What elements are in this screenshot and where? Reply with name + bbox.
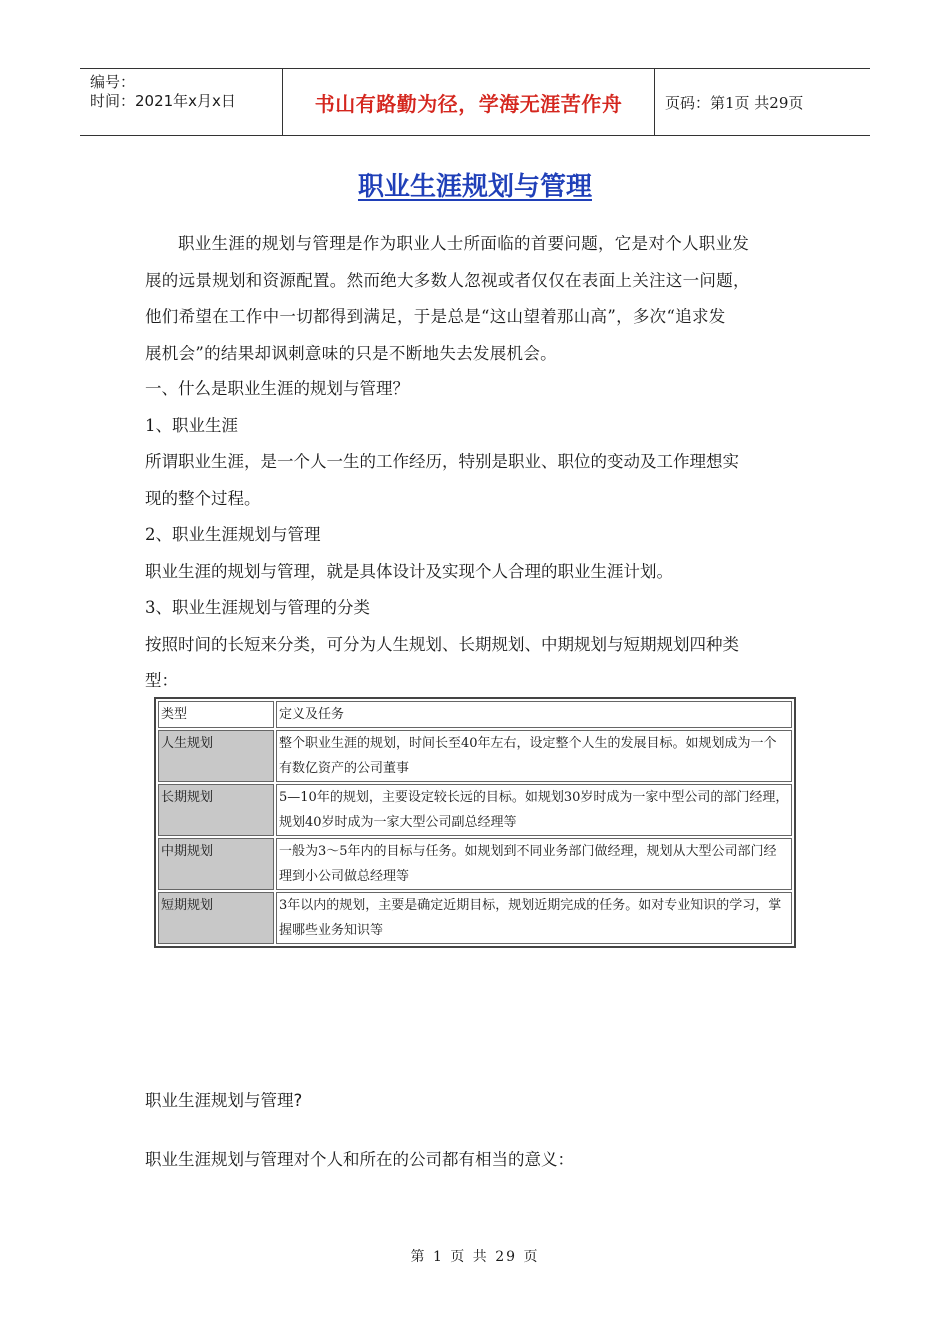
type-cell: 中期规划 <box>158 838 274 890</box>
table-row <box>158 784 792 836</box>
sections <box>145 371 810 700</box>
closing-question: 职业生涯规划与管理? <box>145 1091 303 1110</box>
desc-cell: 一般为3～5年内的目标与任务。如规划到不同业务部门做经理，规划从大型公司部门经理到小公司做总经理等 <box>276 838 792 890</box>
body-line: 按照时间的长短来分类，可分为人生规划、长期规划、中期规划与短期规划四种类 <box>145 634 739 654</box>
number-label: 编号： <box>90 73 136 91</box>
table-header-cell: 定义及任务 <box>276 701 792 728</box>
table-row <box>158 838 792 890</box>
intro-paragraph <box>145 226 810 372</box>
type-cell: 长期规划 <box>158 784 274 836</box>
subsection-heading: 3、职业生涯规划与管理的分类 <box>145 598 370 617</box>
intro-line: 展的远景规划和资源配置。然而绝大多数人忽视或者仅仅在表面上关注这一问题， <box>145 270 750 290</box>
intro-line: 展机会”的结果却讽刺意味的只是不断地失去发展机会。 <box>145 343 557 363</box>
intro-line: 他们希望在工作中一切都得到满足，于是总是“这山望着那山高”，多次“追求发 <box>145 307 726 326</box>
desc-cell: 5—10年的规划，主要设定较长远的目标。如规划30岁时成为一家中型公司的部门经理，规划40岁时成为一家大型公司副总经理等 <box>276 784 792 836</box>
header-meta <box>80 69 283 135</box>
desc-cell: 整个职业生涯的规划，时间长至40年左右，设定整个人生的发展目标。如规划成为一个有数亿资产的公司董事 <box>276 730 792 782</box>
subsection-heading: 1、职业生涯 <box>145 415 238 435</box>
body-line: 型： <box>145 671 178 690</box>
page-footer: 第 1 页 共 29 页 <box>410 1249 540 1265</box>
table-header-cell: 类型 <box>158 701 274 728</box>
header-page-info: 页码：第1页 共29页 <box>665 93 804 112</box>
closing-statement: 职业生涯规划与管理对个人和所在的公司都有相当的意义： <box>145 1150 574 1169</box>
header-motto: 书山有路勤为径，学海无涯苦作舟 <box>283 69 655 135</box>
subsection-heading: 2、职业生涯规划与管理 <box>145 525 321 544</box>
plan-types-table <box>154 697 796 948</box>
page-header <box>80 68 870 136</box>
type-cell: 短期规划 <box>158 892 274 944</box>
date-label: 时间：2021年x月x日 <box>90 92 236 110</box>
body-line: 职业生涯的规划与管理，就是具体设计及实现个人合理的职业生涯计划。 <box>145 561 673 581</box>
desc-cell: 3年以内的规划，主要是确定近期目标，规划近期完成的任务。如对专业知识的学习，掌握哪些业务知识等 <box>276 892 792 944</box>
body-line: 现的整个过程。 <box>145 488 261 508</box>
table-header-row <box>158 701 792 728</box>
table-row <box>158 892 792 944</box>
intro-line: 职业生涯的规划与管理是作为职业人士所面临的首要问题，它是对个人职业发 <box>178 234 750 253</box>
document-title: 职业生涯规划与管理 <box>357 172 592 202</box>
section-heading: 一、什么是职业生涯的规划与管理？ <box>145 379 409 398</box>
table-row <box>158 730 792 782</box>
type-cell: 人生规划 <box>158 730 274 782</box>
body-line: 所谓职业生涯，是一个人一生的工作经历，特别是职业、职位的变动及工作理想实 <box>145 452 739 471</box>
